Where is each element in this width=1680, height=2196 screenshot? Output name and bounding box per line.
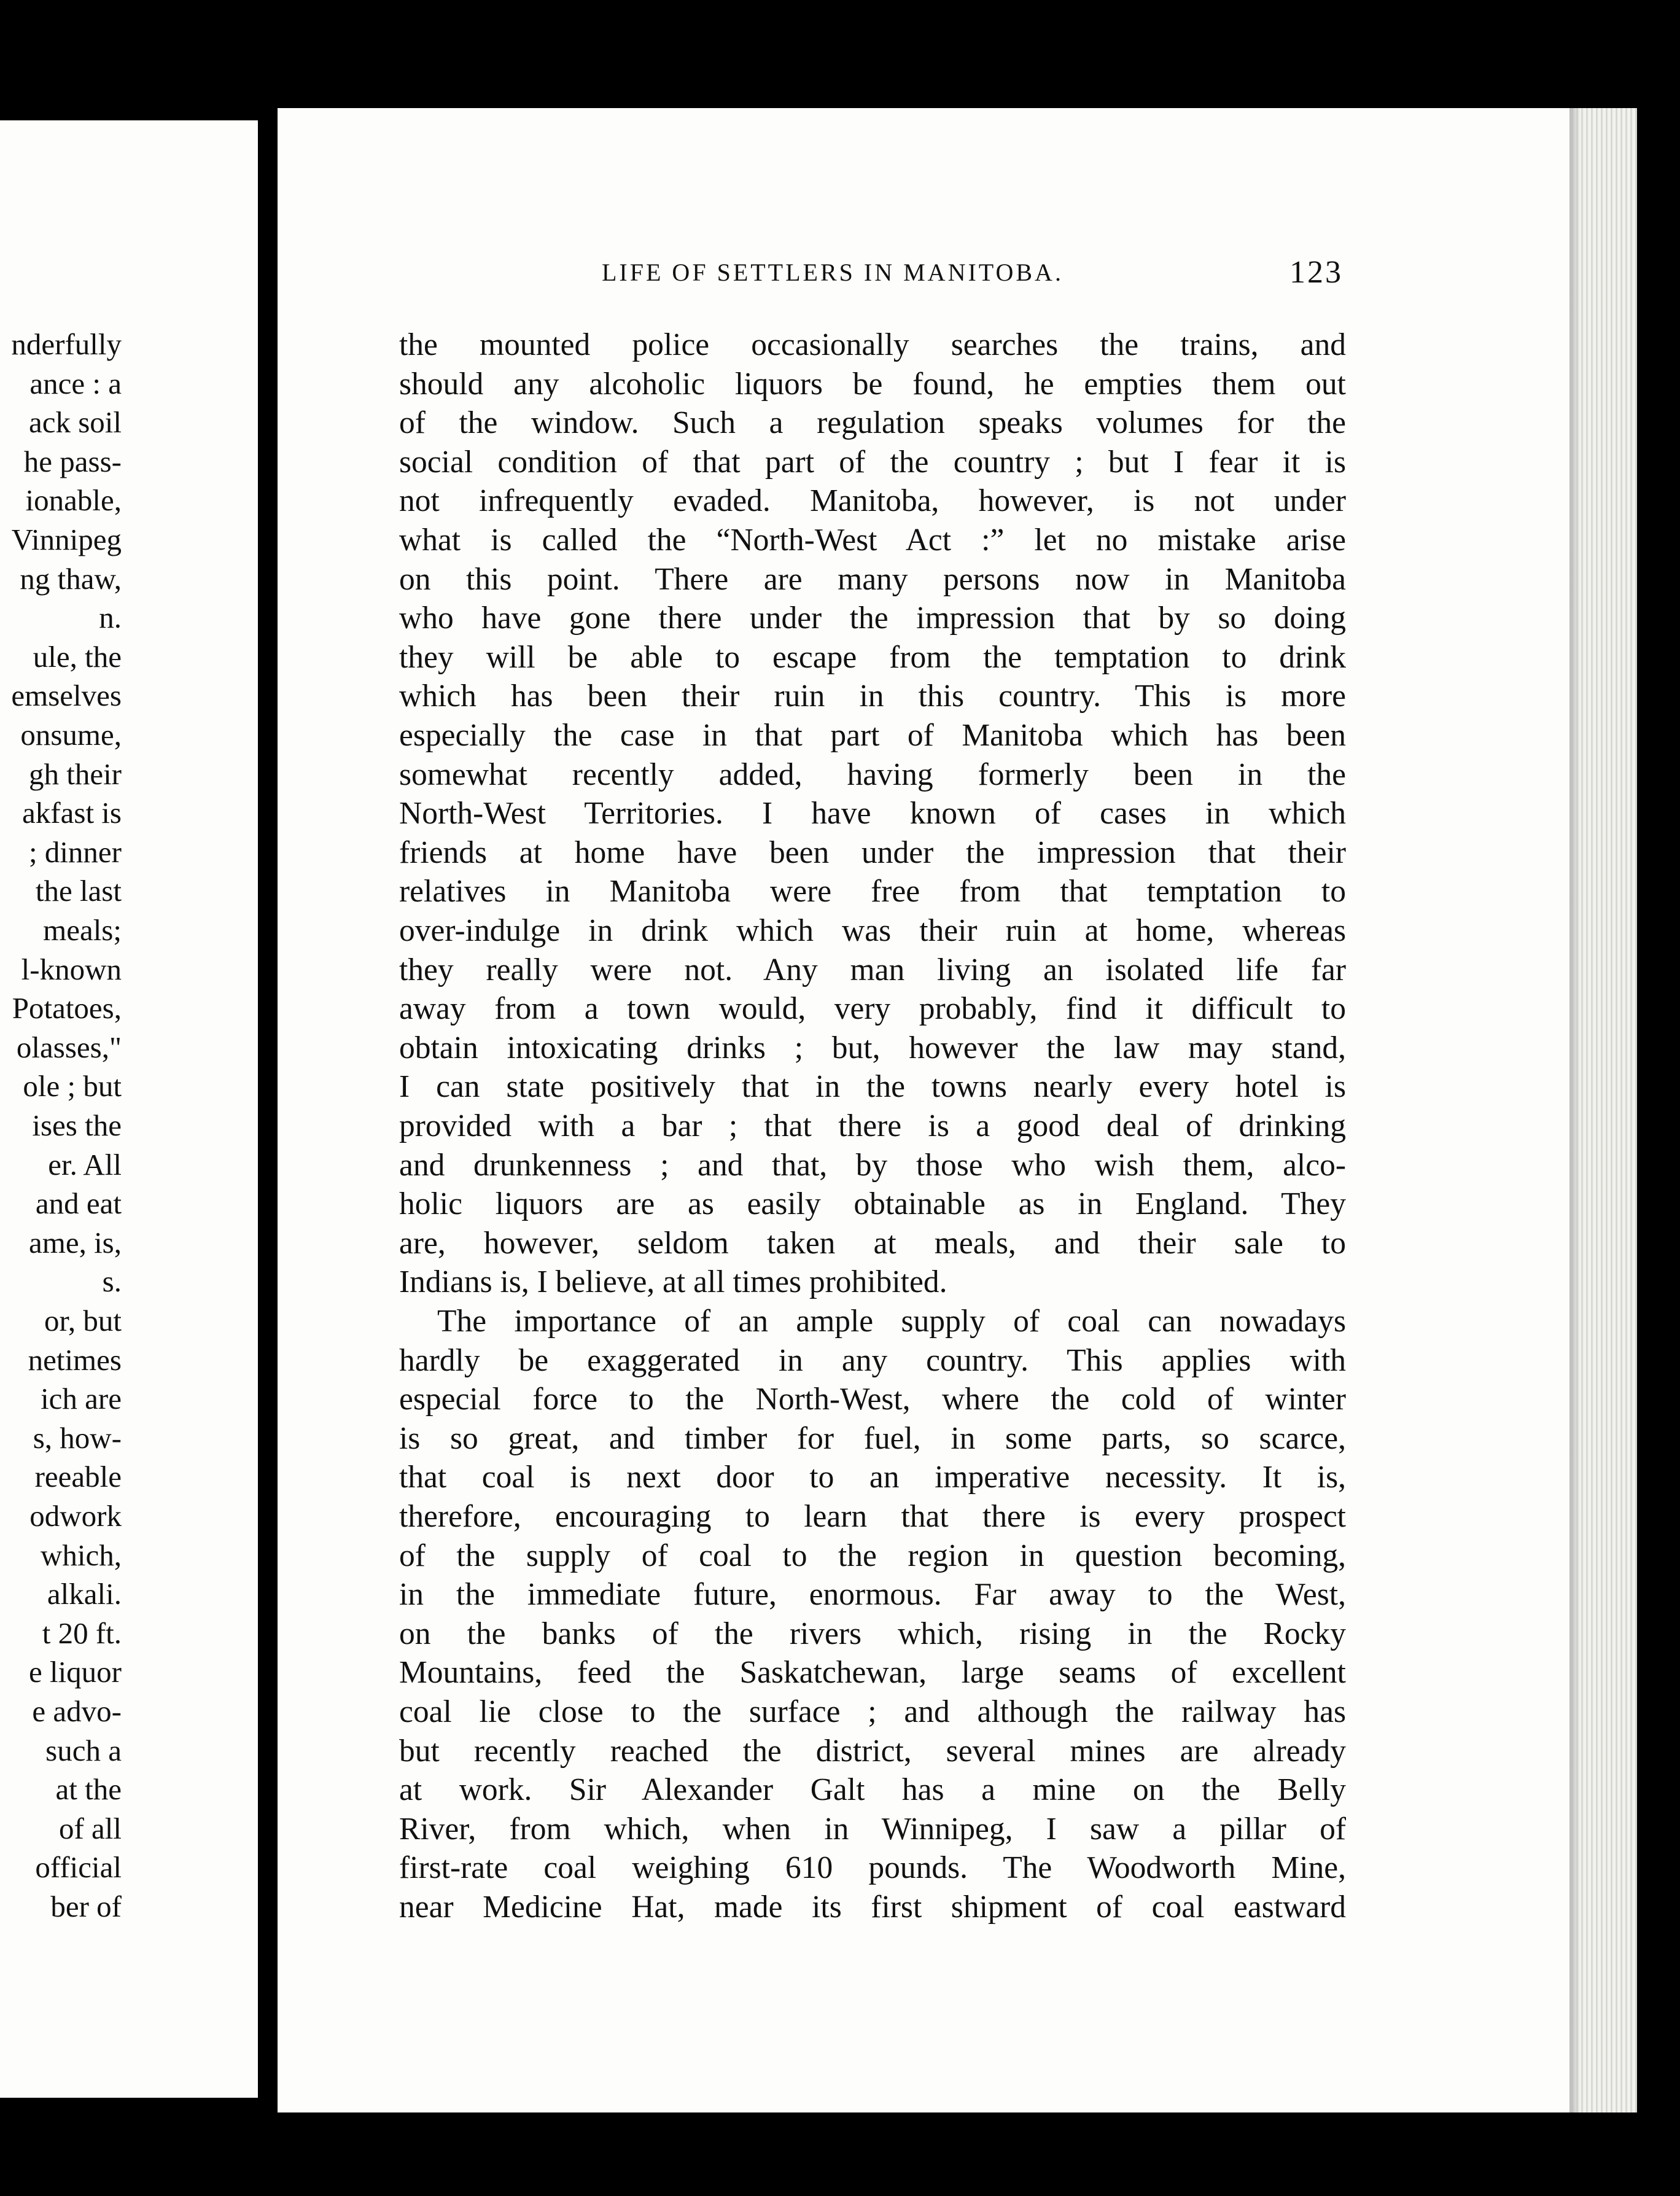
left-page-line: at the [55,1772,122,1807]
text-line: not infrequently evaded. Manitoba, however, is not under [399,483,1346,519]
text-line: friends at home have been under the impression that their [399,835,1346,870]
text-line: on the banks of the rivers which, rising in the Rocky [399,1616,1346,1651]
left-page-line: n. [99,601,122,635]
text-line: away from a town would, very probably, find it difficult to [399,991,1346,1027]
text-line: obtain intoxicating drinks ; but, however the law may stand, [399,1030,1346,1065]
text-line: hardly be exaggerated in any country. This applies with [399,1342,1346,1378]
left-page-line: ber of [50,1890,122,1923]
text-line: therefore, encouraging to learn that there is every prospect [399,1499,1346,1534]
left-page-line: ich are [41,1382,122,1416]
left-page-line: ule, the [33,639,122,674]
text-line: and drunkenness ; and that, by those who wish them, alco- [399,1147,1346,1183]
left-page-line: er. All [48,1147,122,1182]
left-page-line: ack soil [28,405,122,440]
left-page-line: gh their [28,757,122,791]
text-line: provided with a bar ; that there is a good deal of drinking [399,1108,1346,1143]
left-page-line: ises the [32,1108,122,1142]
text-line: at work. Sir Alexander Galt has a mine on the Belly [399,1772,1346,1808]
text-line: Indians is, I believe, at all times prohibited. [399,1264,947,1300]
left-page-line: netimes [28,1342,122,1377]
text-line: of the supply of coal to the region in question becoming, [399,1538,1346,1573]
text-line: are, however, seldom taken at meals, and their sale to [399,1225,1346,1261]
text-line: social condition of that part of the country ; but I fear it is [399,444,1346,480]
left-page-line: ; dinner [28,835,122,869]
running-title: LIFE OF SETTLERS IN MANITOBA. [602,259,1064,286]
text-line: they really were not. Any man living an isolated life far [399,952,1346,987]
left-page-line: t 20 ft. [42,1616,122,1650]
left-page-line: alkali. [47,1577,122,1611]
page-number: 123 [1289,255,1343,290]
text-line: The importance of an ample supply of coal can nowadays [437,1304,1346,1339]
left-page-line: olasses," [16,1030,122,1064]
left-page-line: meals; [43,913,122,947]
text-line: on this point. There are many persons now in Manitoba [399,561,1346,597]
text-line: North-West Territories. I have known of cases in which [399,796,1346,831]
left-page-line: Potatoes, [12,991,122,1026]
left-page-line: emselves [11,679,122,713]
text-line: is so great, and timber for fuel, in some parts, so scarce, [399,1420,1346,1456]
text-line: which has been their ruin in this country. This is more [399,679,1346,714]
left-page-line: or, but [44,1304,122,1337]
text-line: coal lie close to the surface ; and although the railway has [399,1694,1346,1729]
text-line: in the immediate future, enormous. Far away to the West, [399,1577,1346,1613]
left-page-line: such a [45,1733,122,1767]
left-page-line: e liquor [28,1655,122,1689]
left-page-line: akfast is [22,796,122,830]
left-page-line: e advo- [32,1694,122,1728]
left-page-line: the last [35,874,122,908]
text-line: over-indulge in drink which was their ruin at home, whereas [399,913,1346,948]
left-page-line: onsume, [20,718,122,752]
left-page-line: ng thaw, [20,561,122,596]
left-page-line: and eat [35,1186,122,1221]
left-page-line: of all [58,1811,122,1845]
previous-page [0,120,258,2098]
text-line: should any alcoholic liquors be found, he empties them out [399,366,1346,402]
text-line: relatives in Manitoba were free from that temptation to [399,874,1346,909]
text-line: holic liquors are as easily obtainable as in England. They [399,1186,1346,1222]
left-page-line: ole ; but [23,1069,122,1104]
left-page-line: nderfully [11,327,122,361]
page-edge-shadow [1569,108,1581,2112]
left-page-line: which, [41,1538,122,1572]
text-line: especially the case in that part of Manitoba which has been [399,718,1346,753]
book-gutter [258,117,276,2100]
text-line: the mounted police occasionally searches the trains, and [399,327,1346,362]
left-page-line: reeable [34,1460,122,1494]
text-line: but recently reached the district, several mines are already [399,1733,1346,1769]
left-page-line: s. [102,1264,122,1299]
left-page-line: ance : a [29,366,122,400]
left-page-line: Vinnipeg [11,523,122,556]
left-page-line: official [35,1850,122,1885]
text-line: I can state positively that in the towns nearly every hotel is [399,1069,1346,1105]
text-line: near Medicine Hat, made its first shipment of coal eastward [399,1890,1346,1925]
text-line: somewhat recently added, having formerly been in the [399,757,1346,792]
left-page-line: ionable, [25,483,122,518]
text-line: especial force to the North-West, where the cold of winter [399,1382,1346,1417]
text-line: Mountains, feed the Saskatchewan, large seams of excellent [399,1655,1346,1691]
text-line: of the window. Such a regulation speaks volumes for the [399,405,1346,441]
left-page-line: s, how- [33,1420,122,1455]
left-page-line: he pass- [23,444,122,478]
text-line: River, from which, when in Winnipeg, I saw a pillar of [399,1811,1346,1847]
left-page-line: l-known [21,952,122,986]
text-line: what is called the “North-West Act :” let no mistake arise [399,523,1346,558]
left-page-line: ame, is, [28,1225,122,1260]
left-page-line: odwork [29,1499,122,1533]
text-line: that coal is next door to an imperative necessity. It is, [399,1460,1346,1495]
text-line: they will be able to escape from the temptation to drink [399,639,1346,675]
text-line: who have gone there under the impression that by so doing [399,601,1346,636]
text-line: first-rate coal weighing 610 pounds. The Woodworth Mine, [399,1850,1346,1886]
